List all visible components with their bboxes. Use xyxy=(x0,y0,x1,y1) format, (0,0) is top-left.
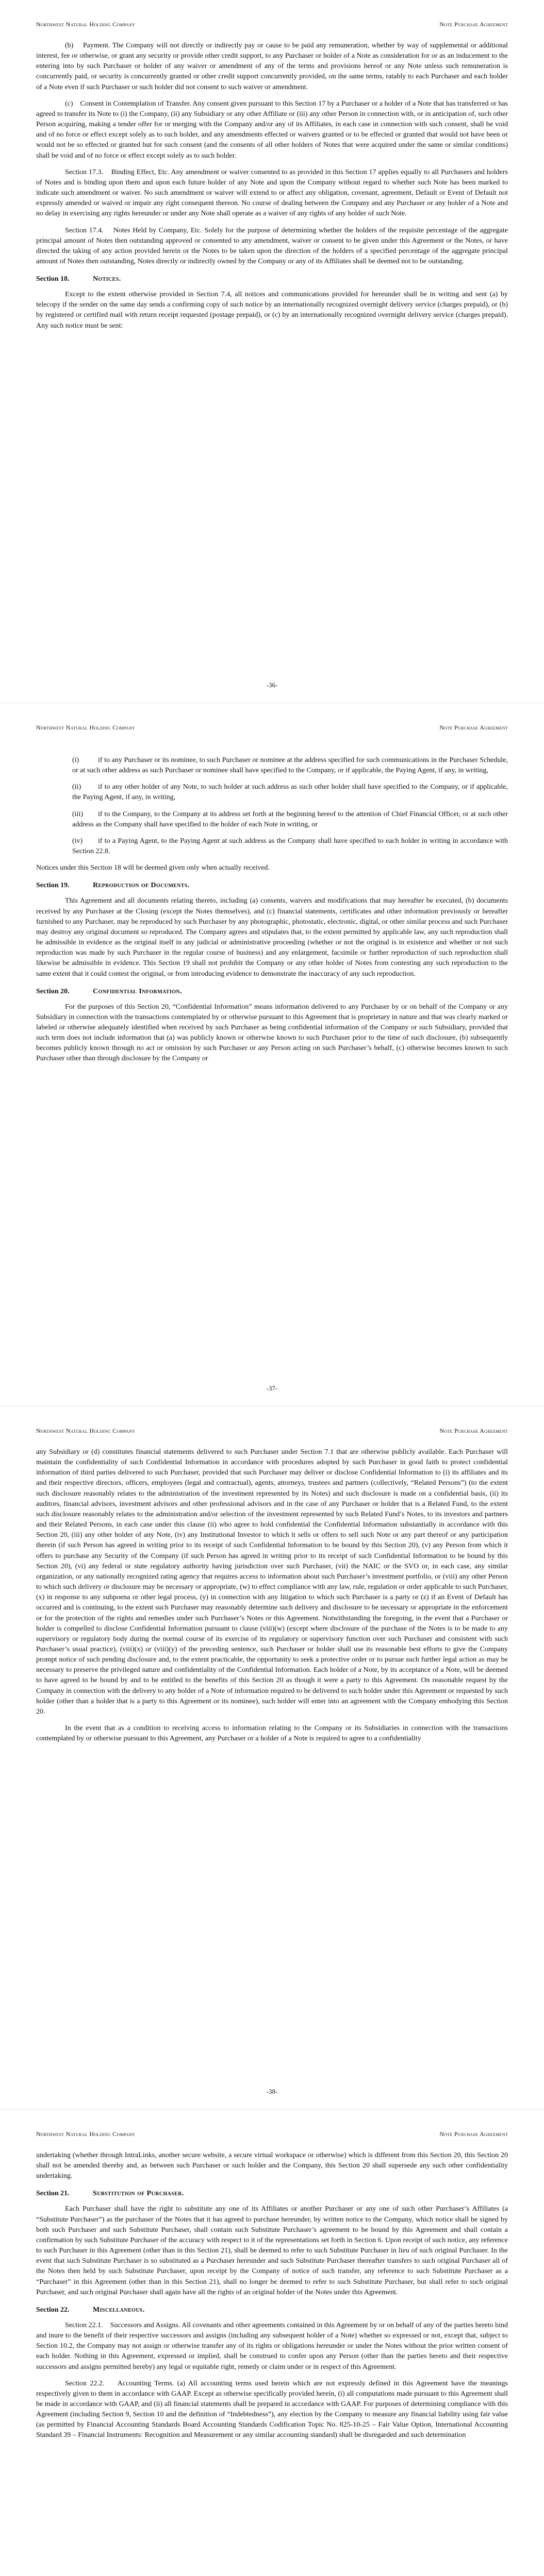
list-item-text: if to any Purchaser or its nominee, to such Purchaser or nominee at the address specified for such communications in the Purchaser Schedule, or at such other address as such Purchaser or nominee shall have specified to the Company, or if applicable, the Paying Agent, if any, in writing, xyxy=(72,756,508,775)
section-heading xyxy=(36,2306,508,2314)
section-number: Section 19. xyxy=(36,882,70,890)
list-item-number: (iii) xyxy=(72,810,83,818)
list-item xyxy=(36,836,508,857)
paragraph: Section 17.4. Notes Held by Company, Etc. Solely for the purpose of determining whether the holders of the requisite percentage of the aggregate principal amount of Notes then outstanding approved or consented to any amendment, waiver or consent to be given under this Agreement or the Notes, or have directed the taking of any action provided herein or the Notes to be taken upon the direction of the holders of a specified percentage of the aggregate principal amount of Notes then outstanding, Notes directly or indirectly owned by the Company or any of its Affiliates shall be deemed not to be outstanding. xyxy=(36,226,508,265)
page-header xyxy=(36,724,508,732)
paragraph: For the purposes of this Section 20, “Confidential Information” means information delivered to any Purchaser by or on behalf of the Company or any Subsidiary in connection with the transactions contemplated by or otherwise pursuant to this Agreement that is proprietary in nature and that was clearly marked or labeled or otherwise adequately identified when received by such Purchaser as being confidential information of the Company or such Subsidiary, provided that such term does not include information that (a) was publicly known or otherwise known to such Purchaser prior to the time of such disclosure, (b) subsequently becomes publicly known through no act or omission by such Purchaser or any Person acting on such Purchaser’s behalf, (c) otherwise becomes known to such Purchaser other than through disclosure by the Company or xyxy=(36,1003,508,1063)
section-number: Section 18. xyxy=(36,275,70,283)
document-page xyxy=(0,1406,544,2110)
section-number: Section 22. xyxy=(36,2306,70,2314)
header-company: Northwest Natural Holding Company xyxy=(36,1427,136,1434)
list-item-number: (iv) xyxy=(72,837,83,845)
page-number: -38- xyxy=(266,2088,278,2095)
paragraph: Section 22.2. Accounting Terms. (a) All accounting terms used herein which are not expressly defined in this Agreement have the meanings respectively given to them in accordance with GAAP. Except as otherwise specifically provided herein, (i) all computations made pursuant to this Agreement shall be made in accordance with GAAP, and (ii) all financial statements shall be prepared in accordance with GAAP. For purposes of determining compliance with this Agreement (including Section 9, Section 10 and the definition of “Indebtedness”), any election by the Company to measure any financial liability using fair value (as permitted by Financial Accounting Standards Board Accounting Standards Codification Topic No. 825-10-25 – Fair Value Option, International Accounting Standard 39 – Financial Instruments: Recognition and Measurement or any similar accounting standard) shall be disregarded and such determination xyxy=(36,2379,508,2439)
header-title: Note Purchase Agreement xyxy=(439,2130,508,2138)
page-header xyxy=(36,2130,508,2138)
paragraph: This Agreement and all documents relating thereto, including (a) consents, waivers and modifications that may hereafter be executed, (b) documents received by any Purchaser at the Closing (except the Notes themselves), and (c) financial statements, certificates and other information previously or hereafter furnished to any Purchaser, may be reproduced by such Purchaser by any photographic, photostatic, electronic, digital, or other similar process and such Purchaser may destroy any original document so reproduced. The Company agrees and stipulates that, to the extent permitted by applicable law, any such reproduction shall be admissible in evidence as the original itself in any judicial or administrative proceeding (whether or not the original is in existence and whether or not such reproduction was made by such Purchaser in the regular course of business) and any enlargement, facsimile or further reproduction of such reproduction shall likewise be admissible in evidence. This Section 19 shall not prohibit the Company or any other holder of Notes from contesting any such reproduction to the same extent that it could contest the original, or from introducing evidence to demonstrate the inaccuracy of any such reproduction. xyxy=(36,897,508,978)
section-heading xyxy=(36,988,508,996)
header-company: Northwest Natural Holding Company xyxy=(36,724,136,731)
section-title: Confidential Information. xyxy=(93,987,182,995)
paragraph: Notices under this Section 18 will be deemed given only when actually received. xyxy=(36,864,270,872)
paragraph: (b) Payment. The Company will not directly or indirectly pay or cause to be paid any remuneration, whether by way of supplemental or additional interest, fee or otherwise, or grant any security or provide other credit support, to any Purchaser or holder of a Note as consideration for or as an inducement to the entering into by such Purchaser or holder of any waiver or amendment of any of the terms and provisions hereof or any Note unless such remuneration is concurrently paid, or security is concurrently granted or other credit support concurrently provided, on the same terms, ratably to each Purchaser and each holder of a Note even if such Purchaser or such holder did not consent to such waiver or amendment. xyxy=(36,42,508,91)
list-item xyxy=(36,755,508,776)
section-title: Substitution of Purchaser. xyxy=(93,2190,184,2198)
section-number: Section 21. xyxy=(36,2190,70,2198)
document-page xyxy=(0,0,544,703)
header-company: Northwest Natural Holding Company xyxy=(36,2130,136,2138)
document-page xyxy=(0,703,544,1406)
list-item-text: if to a Paying Agent, to the Paying Agent at such address as the Company shall have specified to each holder in writing in accordance with Section 22.8. xyxy=(72,837,508,856)
section-heading xyxy=(36,2190,508,2198)
paragraph: In the event that as a condition to receiving access to information relating to the Company or its Subsidiaries in connection with the transactions contemplated by or otherwise pursuant to this Agreement, any Purchaser or a holder of a Note is required to agree to a confidentiality xyxy=(36,1724,508,1743)
paragraph: any Subsidiary or (d) constitutes financial statements delivered to such Purchaser under Section 7.1 that are otherwise publicly available. Each Purchaser will maintain the confidentiality of such Confidential Information in accordance with procedures adopted by such Purchaser in good faith to protect confidential information of third parties delivered to such Purchaser, provided that such Purchaser may deliver or disclose Confidential Information to (i) its affiliates and its and their respective directors, officers, employees (legal and contractual), agents, attorneys, trustees and partners (collectively, “Related Persons”) (to the extent such disclosure reasonably relates to the administration of the investment represented by its Notes) and such disclosure is made on a confidential basis, (ii) its auditors, financial advisors, investment advisors and other professional advisors and in the case of any Purchaser or holder that is a Related Fund, to the extent such disclosure reasonably relates to the administration and/or selection of the investment represented by such Related Fund’s Notes, to its investors and partners and their Related Persons, in each case under this clause (ii) who agree to hold confidential the Confidential Information substantially in accordance with this Section 20, (iii) any other holder of any Note, (iv) any Institutional Investor to which it sells or offers to sell such Note or any part thereof or any participation therein (if such Person has agreed in writing prior to its receipt of such Confidential Information to be bound by this Section 20), (v) any Person from which it offers to purchase any Security of the Company (if such Person has agreed in writing prior to its receipt of such Confidential Information to be bound by this Section 20), (vi) any federal or state regulatory authority having jurisdiction over such Purchaser, (vii) the NAIC or the SVO or, in each case, any similar organization, or any nationally recognized rating agency that requires access to information about such Purchaser’s investment portfolio, or (viii) any other Person to which such delivery or disclosure may be necessary or appropriate, (w) to effect compliance with any law, rule, regulation or order applicable to such Purchaser, (x) in response to any subpoena or other legal process, (y) in connection with any litigation to which such Purchaser is a party or (z) if an Event of Default has occurred and is continuing, to the extent such Purchaser may reasonably determine such delivery and disclosure to be necessary or appropriate in the enforcement or for the protection of the rights and remedies under such Purchaser’s Notes or this Agreement. Notwithstanding the foregoing, in the event that a Purchaser or holder is compelled to disclose Confidential Information pursuant to clause (viii)(w) (except where disclosure of the purchase of the Notes is to be made to any supervisory or regulatory body during the normal course of its exercise of its regulatory or supervisory function over such Purchaser and consistent with such Purchaser’s usual practice), (viii)(x) or (viii)(y) of the preceding sentence, such Purchaser or holder shall use its reasonable best efforts to give the Company prompt notice of such pending disclosure and, to the extent practicable, the opportunity to seek a protective order or to pursue such further legal action as may be necessary to preserve the privileged nature and confidentiality of the Confidential Information. Each holder of a Note, by its acceptance of a Note, will be deemed to have agreed to be bound by and to be entitled to the benefits of this Section 20 as though it were a party to this Agreement. On reasonable request by the Company in connection with the delivery to any holder of a Note of information required to be delivered to such holder under this Agreement or requested by such holder (other than a holder that is a party to this Agreement or its nominee), such holder will enter into an agreement with the Company embodying this Section 20. xyxy=(36,1448,508,1716)
section-title: Miscellaneous. xyxy=(93,2306,145,2314)
section-title: Notices. xyxy=(93,275,121,283)
list-item-number: (ii) xyxy=(72,783,81,791)
list-item xyxy=(36,782,508,803)
page-number: -37- xyxy=(266,1384,278,1392)
paragraph: (c) Consent in Contemplation of Transfer. Any consent given pursuant to this Section 17 by a Purchaser or a holder of a Note that has transferred or has agreed to transfer its Note to (i) the Company, (ii) any Subsidiary or any other Affiliate or (iii) any other Person in connection with, or in anticipation of, such other Person acquiring, making a tender offer for or merging with the Company and/or any of its Affiliates, in each case in connection with such consent, shall be void and of no force or effect except solely as to such holder, and any amendments effected or waivers granted or to be effected or granted that would not have been or would not be so effected or granted but for such consent (and the consents of all other holders of Notes that were acquired under the same or similar conditions) shall be void and of no force or effect except solely as to such holder. xyxy=(36,99,508,160)
section-heading xyxy=(36,882,508,890)
paragraph: Section 17.3. Binding Effect, Etc. Any amendment or waiver consented to as provided in this Section 17 applies equally to all Purchasers and holders of Notes and is binding upon them and upon each future holder of any Note and upon the Company without regard to whether such Note has been marked to indicate such amendment or waiver. No such amendment or waiver will extend to or affect any obligation, covenant, agreement, Default or Event of Default not expressly amended or waived or impair any right consequent thereon. No course of dealing between the Company and any Purchaser or any holder of a Note and no delay in exercising any rights hereunder or under any Note shall operate as a waiver of any rights of any holder of such Note. xyxy=(36,168,508,218)
paragraph: Section 22.1. Successors and Assigns. All covenants and other agreements contained in this Agreement by or on behalf of any of the parties hereto bind and inure to the benefit of their respective successors and assigns (including any subsequent holder of a Note) whether so expressed or not, except that, subject to Section 10.2, the Company may not assign or otherwise transfer any of its rights or obligations hereunder or under the Notes without the prior written consent of each holder. Nothing in this Agreement, expressed or implied, shall be construed to confer upon any Person (other than the parties hereto and their respective successors and assigns permitted hereby) any legal or equitable right, remedy or claim under or in respect of this Agreement. xyxy=(36,2321,508,2371)
paragraph: Except to the extent otherwise provided in Section 7.4, all notices and communications provided for hereunder shall be in writing and sent (a) by telecopy if the sender on the same day sends a confirming copy of such notice by an internationally recognized overnight delivery service (charges prepaid), or (b) by registered or certified mail with return receipt requested (postage prepaid), or (c) by an internationally recognized overnight delivery service (charges prepaid). Any such notice must be sent: xyxy=(36,291,508,330)
paragraph: undertaking (whether through IntraLinks, another secure website, a secure virtual workspace or otherwise) which is different from this Section 20, this Section 20 shall not be amended thereby and, as between such Purchaser or such holder and the Company, this Section 20 shall supersede any such other confidentiality undertaking. xyxy=(36,2151,508,2180)
section-number: Section 20. xyxy=(36,987,70,995)
document-page xyxy=(0,2110,544,2576)
list-item-text: if to any other holder of any Note, to such holder at such address as such other holder shall have specified to the Company, or if applicable, the Paying Agent, if any, in writing, xyxy=(72,783,508,802)
section-title: Reproduction of Documents. xyxy=(93,882,190,890)
list-item-number: (i) xyxy=(72,756,79,764)
header-title: Note Purchase Agreement xyxy=(439,724,508,731)
list-item-text: if to the Company, to the Company at its address set forth at the beginning hereof to the attention of Chief Financial Officer, or at such other address as the Company shall have specified to the holder of each Note in writing, or xyxy=(72,810,508,828)
header-title: Note Purchase Agreement xyxy=(439,1427,508,1434)
page-header xyxy=(36,1427,508,1435)
page-number: -36- xyxy=(266,681,278,689)
header-title: Note Purchase Agreement xyxy=(439,21,508,28)
page-header xyxy=(36,21,508,28)
paragraph: Each Purchaser shall have the right to substitute any one of its Affiliates or another Purchaser or any one of such other Purchaser’s Affiliates (a “Substitute Purchaser”) as the purchaser of the Notes that it has agreed to purchase hereunder, by written notice to the Company, which notice shall be signed by both such Purchaser and such Substitute Purchaser, shall contain such Substitute Purchaser’s agreement to be bound by this Agreement and shall contain a confirmation by such Substitute Purchaser of the accuracy with respect to it of the representations set forth in Section 6. Upon receipt of such notice, any reference to such Purchaser in this Agreement (other than in this Section 21), shall be deemed to refer to such Substitute Purchaser in lieu of such original Purchaser. In the event that such Substitute Purchaser is so substituted as a Purchaser hereunder and such Substitute Purchaser thereafter transfers to such original Purchaser all of the Notes then held by such Substitute Purchaser, upon receipt by the Company of notice of such transfer, any reference to such Substitute Purchaser as a “Purchaser” in this Agreement (other than in this Section 21), shall no longer be deemed to refer to such Substitute Purchaser, but shall refer to such original Purchaser, and such original Purchaser shall again have all the rights of an original holder of the Notes under this Agreement. xyxy=(36,2205,508,2296)
section-heading xyxy=(36,275,508,283)
list-item xyxy=(36,809,508,830)
header-company: Northwest Natural Holding Company xyxy=(36,21,136,28)
